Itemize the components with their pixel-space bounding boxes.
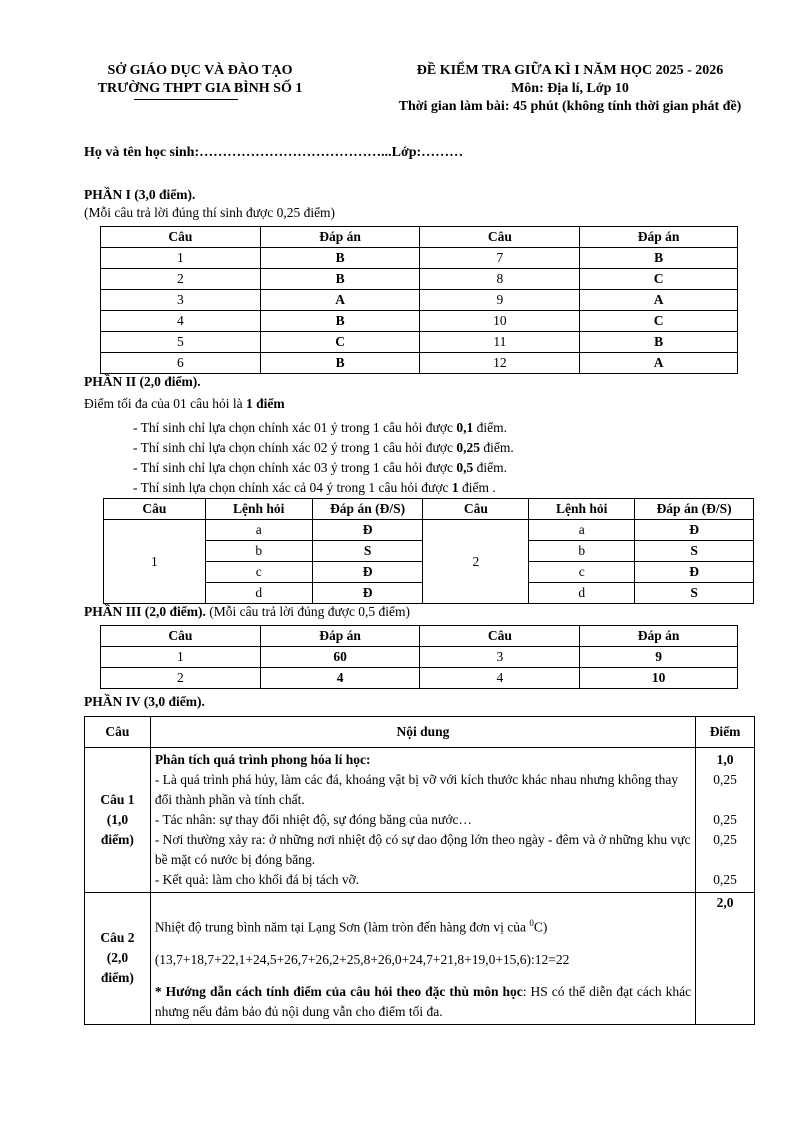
department-name: SỞ GIÁO DỤC VÀ ĐÀO TẠO	[107, 63, 293, 78]
rule-text: - Thí sinh chỉ lựa chọn chính xác 01 ý trong 1 câu hỏi được	[133, 420, 457, 435]
rule-item	[133, 438, 514, 458]
cell: B	[260, 248, 420, 269]
score-column	[696, 893, 755, 1025]
school-name: TRƯỜNG THPT GIA BÌNH SỐ 1	[97, 81, 303, 96]
content-item: - Là quá trình phá hủy, làm các đá, khoáng vật bị vỡ với kích thước khác nhau nhưng không thay đổi thành phần và tính chất.	[154, 772, 679, 807]
cell: A	[580, 290, 738, 311]
content-item: - Tác nhân: sự thay đổi nhiệt độ, sự đóng băng của nước…	[154, 812, 472, 827]
table-header-row	[101, 626, 738, 647]
content-line	[155, 913, 691, 938]
cell: c	[529, 562, 635, 583]
table-row	[101, 668, 738, 689]
exam-duration: Thời gian làm bài: 45 phút (không tính thời gian phát đề)	[398, 99, 742, 114]
cell: b	[529, 541, 635, 562]
cell: 11	[420, 332, 580, 353]
rule-text: - Thí sinh lựa chọn chính xác cả 04 ý trong 1 câu hỏi được	[133, 480, 452, 495]
header-cell: Nội dung	[150, 717, 695, 748]
cell: A	[260, 290, 420, 311]
rule-suffix: điểm .	[458, 480, 496, 495]
cell: C	[580, 311, 738, 332]
table-row	[104, 520, 754, 541]
label-line: điểm)	[100, 970, 134, 986]
cell: d	[529, 583, 635, 604]
table-header-row	[101, 227, 738, 248]
cell: B	[260, 311, 420, 332]
cell: 5	[101, 332, 261, 353]
rule-item	[133, 478, 514, 498]
cell: 9	[420, 290, 580, 311]
header-cell: Câu	[104, 499, 206, 520]
label-line: điểm)	[100, 832, 134, 847]
score: 2,0	[716, 895, 734, 910]
cell: S	[635, 541, 754, 562]
school-underline	[134, 99, 238, 100]
header-cell: Đáp án	[580, 626, 738, 647]
cell: 60	[260, 647, 420, 668]
cell: C	[260, 332, 420, 353]
score: 1,0	[716, 752, 734, 767]
table-row	[101, 248, 738, 269]
rule-score: 1	[451, 480, 459, 495]
part4-table	[84, 716, 755, 1025]
cell: 1	[101, 647, 261, 668]
cell: C	[580, 269, 738, 290]
question-content	[150, 893, 695, 1025]
rule-suffix: điểm.	[473, 420, 507, 435]
table-row	[101, 647, 738, 668]
cell: B	[580, 248, 738, 269]
header-cell: Lệnh hỏi	[205, 499, 312, 520]
label-line: (1,0	[106, 812, 129, 827]
exam-title: ĐỀ KIỂM TRA GIỮA KÌ I NĂM HỌC 2025 - 2026	[416, 63, 724, 78]
cell: 4	[420, 668, 580, 689]
cell: Đ	[635, 520, 754, 541]
cell: 1	[101, 248, 261, 269]
header-cell: Câu	[101, 626, 261, 647]
header-cell: Đáp án (Đ/S)	[635, 499, 754, 520]
cell: d	[205, 583, 312, 604]
cell: 8	[420, 269, 580, 290]
label-line: (2,0	[106, 950, 129, 966]
header-cell: Câu	[423, 499, 529, 520]
part1-note: (Mỗi câu trả lời đúng thí sinh được 0,25 điểm)	[84, 205, 336, 220]
cell: 10	[420, 311, 580, 332]
part2-max-score	[84, 396, 285, 412]
cell: Đ	[635, 562, 754, 583]
table-row	[101, 269, 738, 290]
cell: A	[580, 353, 738, 374]
score-column	[696, 748, 755, 893]
cell: a	[529, 520, 635, 541]
rule-text: - Thí sinh chỉ lựa chọn chính xác 02 ý trong 1 câu hỏi được	[133, 440, 457, 455]
guide-text	[155, 982, 691, 1022]
header-cell: Lệnh hỏi	[529, 499, 635, 520]
student-info-line: Họ và tên học sinh:…………………………………...Lớp:………	[84, 145, 464, 160]
cell: B	[580, 332, 738, 353]
part2-table	[103, 498, 754, 604]
table-row	[85, 748, 755, 893]
rule-suffix: điểm.	[473, 460, 507, 475]
content-item: - Nơi thường xảy ra: ở những nơi nhiệt độ có sự dao động lớn theo ngày - đêm và ở những khu vực bề mặt có nước bị đóng băng.	[154, 832, 691, 867]
part2-title: PHẦN II (2,0 điểm).	[84, 374, 201, 389]
header-cell: Câu	[85, 717, 151, 748]
cell: 3	[420, 647, 580, 668]
cell: 12	[420, 353, 580, 374]
rule-suffix: điểm.	[479, 440, 514, 455]
table-row	[101, 290, 738, 311]
part3-table	[100, 625, 738, 689]
cell: 4	[260, 668, 420, 689]
part2-rules	[133, 418, 514, 498]
cell: c	[205, 562, 312, 583]
part3-title: PHẦN III (2,0 điểm).	[84, 604, 206, 619]
table-row	[85, 893, 755, 1025]
header-right	[350, 62, 790, 116]
content-heading: Phân tích quá trình phong hóa lí học:	[154, 752, 371, 767]
question-label	[85, 893, 151, 1025]
cell: 10	[580, 668, 738, 689]
cell: B	[260, 269, 420, 290]
guide-bold: * Hướng dẫn cách tính điểm của câu hỏi theo đặc thù môn học	[154, 983, 523, 999]
header-cell: Câu	[420, 626, 580, 647]
part1-title: PHẦN I (3,0 điểm).	[84, 187, 196, 202]
header-cell: Điểm	[696, 717, 755, 748]
cell: 7	[420, 248, 580, 269]
part4-title: PHẦN IV (3,0 điểm).	[84, 694, 205, 709]
cell: 6	[101, 353, 261, 374]
rule-score: 0,5	[456, 460, 474, 475]
table-row	[101, 332, 738, 353]
question-number: 1	[104, 520, 206, 604]
part1-table	[100, 226, 738, 374]
text: C)	[533, 919, 548, 935]
header-cell: Câu	[420, 227, 580, 248]
score: 0,25	[713, 832, 737, 847]
rule-score: 0,1	[456, 420, 474, 435]
score: 0,25	[713, 812, 737, 827]
degree-sup: 0	[529, 918, 534, 928]
header-left	[70, 62, 330, 98]
cell: b	[205, 541, 312, 562]
rule-text: - Thí sinh chỉ lựa chọn chính xác 03 ý trong 1 câu hỏi được	[133, 460, 457, 475]
header-cell: Đáp án	[580, 227, 738, 248]
rule-score: 0,25	[456, 440, 480, 455]
header-cell: Câu	[101, 227, 261, 248]
cell: S	[312, 541, 423, 562]
exam-subject: Môn: Địa lí, Lớp 10	[511, 81, 629, 96]
text: Nhiệt độ trung bình năm tại Lạng Sơn (làm tròn đến hàng đơn vị của	[154, 919, 530, 935]
cell: 9	[580, 647, 738, 668]
label-line: Câu 2	[100, 930, 135, 946]
header-cell: Đáp án	[260, 626, 420, 647]
cell: B	[260, 353, 420, 374]
rule-item	[133, 418, 514, 438]
table-header-row	[85, 717, 755, 748]
formula: (13,7+18,7+22,1+24,5+26,7+26,2+25,8+26,0+24,7+21,8+19,0+15,6):12=22	[154, 951, 570, 967]
rule-item	[133, 458, 514, 478]
cell: 4	[101, 311, 261, 332]
header-cell: Đáp án	[260, 227, 420, 248]
max-score-value: 1 điểm	[245, 396, 285, 411]
cell: 3	[101, 290, 261, 311]
score: 0,25	[713, 872, 737, 887]
part3-heading	[84, 604, 410, 620]
score: 0,25	[713, 772, 737, 787]
cell: S	[635, 583, 754, 604]
table-header-row	[104, 499, 754, 520]
content-item: - Kết quả: làm cho khối đá bị tách vỡ.	[154, 872, 360, 887]
question-label	[85, 748, 151, 893]
question-content	[150, 748, 695, 893]
part3-note: (Mỗi câu trả lời đúng được 0,5 điểm)	[205, 604, 411, 619]
table-row	[101, 353, 738, 374]
max-score-text: Điểm tối đa của 01 câu hỏi là	[84, 396, 246, 411]
table-row	[101, 311, 738, 332]
header-cell: Đáp án (Đ/S)	[312, 499, 423, 520]
cell: a	[205, 520, 312, 541]
question-number: 2	[423, 520, 529, 604]
cell: Đ	[312, 583, 423, 604]
cell: Đ	[312, 562, 423, 583]
guide-rest: : HS có thể diễn đạt cách khác nhưng nếu đảm bảo đủ nội dung vẫn cho điểm tối đa.	[154, 983, 692, 1019]
cell: 2	[101, 269, 261, 290]
label-line: Câu 1	[100, 792, 135, 807]
cell: Đ	[312, 520, 423, 541]
cell: 2	[101, 668, 261, 689]
